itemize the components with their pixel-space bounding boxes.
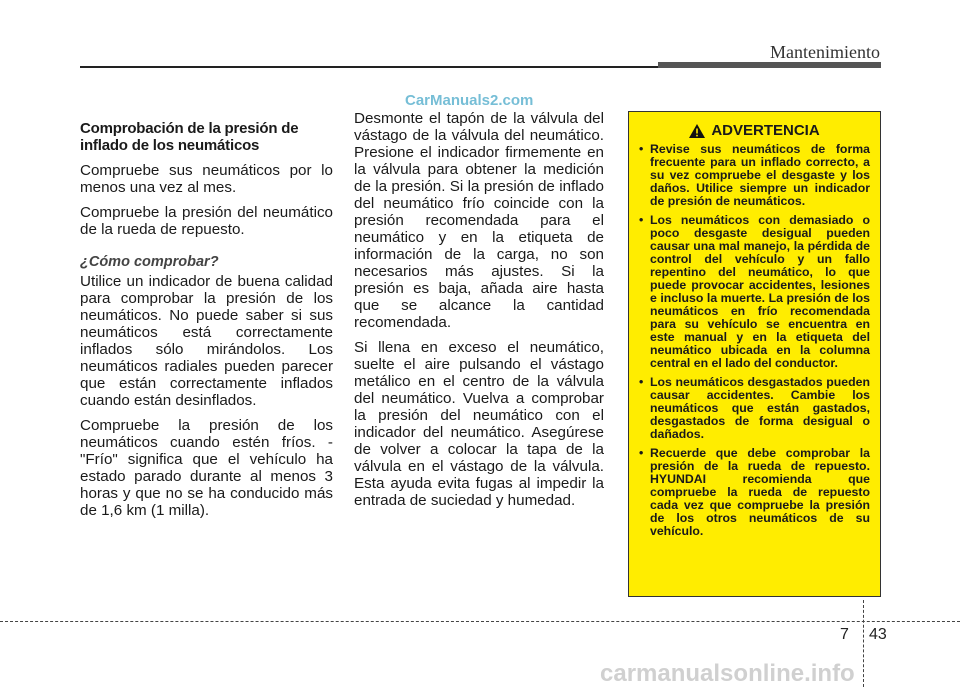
bullet: •: [639, 213, 644, 227]
subheading-how-to-check: ¿Cómo comprobar?: [80, 254, 219, 270]
bullet: •: [639, 142, 644, 156]
header-rule: [80, 66, 658, 68]
warning-item-text: Revise sus neumáticos de forma frecuente para un inflado correcto, a su vez compruebe el desgaste y los daños. Utilice siempre un indicador de presión de neumáticos.: [650, 142, 870, 208]
watermark-bottom[interactable]: carmanualsonline.info: [600, 660, 855, 687]
paragraph-cold-tires: Compruebe la presión de los neumáticos cuando estén fríos. - "Frío" significa que el vehículo ha estado parado durante al menos 3 horas y que no se ha conducido más de 1,6 km (1 milla).: [80, 417, 333, 519]
chapter-number: 7: [840, 626, 849, 643]
paragraph-monthly-check: Compruebe sus neumáticos por lo menos una vez al mes.: [80, 162, 333, 196]
warning-item: [639, 376, 870, 441]
warning-title: [639, 122, 870, 139]
warning-item: [639, 143, 870, 208]
page-number: 43: [869, 626, 887, 643]
warning-title-text: ADVERTENCIA: [711, 122, 820, 139]
warning-item-text: Los neumáticos con demasiado o poco desgaste desigual pueden causar una mal manejo, la pérdida de control del vehículo y un fallo repentino del neumático, lo que puede provocar accidentes, lesiones e incluso la muerte. La presión de los neumáticos en frío recomendada para su vehículo se encuentra en este manual y en la etiqueta del neumático ubicada en la columna central en el lado del conductor.: [650, 213, 870, 370]
bullet: •: [639, 375, 644, 389]
left-column: [80, 110, 333, 527]
header-rule-accent: [658, 62, 881, 68]
header-title: Mantenimiento: [770, 42, 880, 62]
warning-item-text: Los neumáticos desgastados pueden causar accidentes. Cambie los neumáticos que están gastados, desgastados de forma desigual o dañados.: [650, 375, 870, 441]
paragraph-gauge: Utilice un indicador de buena calidad para comprobar la presión de los neumáticos. No puede saber si sus neumáticos está correctamente inflados sólo mirándolos. Los neumáticos radiales pueden parecer que están correctamente inflados cuando están desinflados.: [80, 273, 333, 409]
paragraph-valve-procedure: Desmonte el tapón de la válvula del vástago de la válvula del neumático. Presione el indicador firmemente en la válvula para obtener la medición de la presión. Si la presión de inflado del neumático frío coincide con la presión recomendada para el neumático y en la etiqueta de información de la carga, no son necesarios más ajustes. Si la presión es baja, añada aire hasta que se alcance la cantidad recomendada.: [354, 110, 604, 331]
warning-item: [639, 214, 870, 370]
footer-rule: [0, 621, 960, 622]
warning-item-text: Recuerde que debe comprobar la presión de la rueda de repuesto. HYUNDAI recomienda que compruebe la rueda de repuesto cada vez que compruebe la presión de los otros neumáticos de su vehículo.: [650, 446, 870, 538]
paragraph-spare-check: Compruebe la presión del neumático de la rueda de repuesto.: [80, 204, 333, 238]
footer-divider: [863, 600, 864, 687]
warning-item: [639, 447, 870, 538]
middle-column: [354, 110, 604, 517]
warning-list: [639, 143, 870, 538]
section-heading: [80, 120, 333, 154]
paragraph-overinflation: Si llena en exceso el neumático, suelte el aire pulsando el vástago metálico en el centro de la válvula del neumático. Vuelva a comprobar la presión del neumático con el indicador del neumático. Asegúrese de volver a colocar la tapa de la válvula en el vástago de la válvula. Esta ayuda evita fugas al impedir la entrada de suciedad y humedad.: [354, 339, 604, 509]
watermark-top[interactable]: CarManuals2.com: [405, 92, 534, 109]
section-heading-line1: Comprobación de la presión de: [80, 120, 299, 137]
warning-triangle-icon: [689, 124, 705, 138]
section-heading-line2: inflado de los neumáticos: [80, 137, 260, 154]
bullet: •: [639, 446, 644, 460]
warning-box: [628, 111, 881, 597]
